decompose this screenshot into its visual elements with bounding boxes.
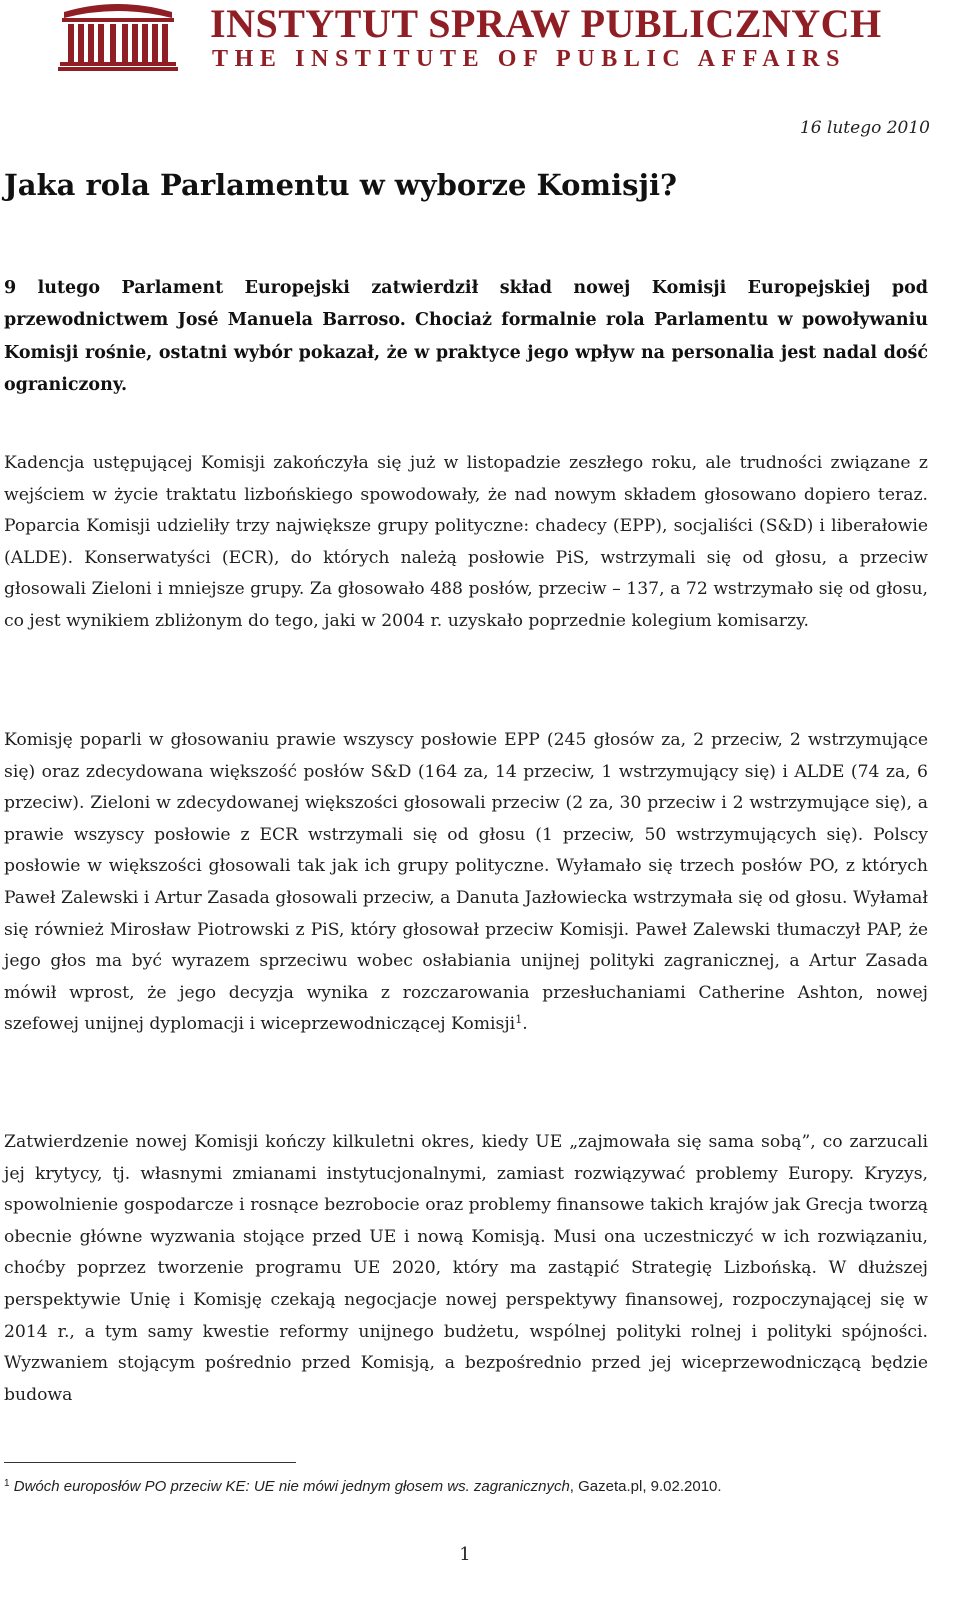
footnote-source-title: Dwóch europosłów PO przeciw KE: UE nie mówi jednym głosem ws. zagranicznych: [13, 1478, 570, 1495]
footnote-source-details: , Gazeta.pl, 9.02.2010.: [569, 1478, 722, 1495]
page-number: 1: [459, 1544, 471, 1565]
body-paragraph-1: Kadencja ustępującej Komisji zakończyła się już w listopadzie zeszłego roku, ale trudności związane z wejściem w życie traktatu lizbońskiego spowodowały, że nad nowym składem głosowano dopiero teraz. Poparcia Komisji udzieliły trzy największe grupy polityczne: chadecy (EPP), socjaliści (S&D) i liberałowie (ALDE). Konserwatyści (ECR), do których należą posłowie PiS, wstrzymali się od głosu, a przeciw głosowali Zieloni i mniejsze grupy. Za głosowało 488 posłów, przeciw – 137, a 72 wstrzymało się od głosu, co jest wynikiem zbliżonym do tego, jaki w 2004 r. uzyskało poprzednie kolegium komisarzy.: [4, 453, 928, 631]
institute-logo-icon: [58, 2, 178, 72]
lead-paragraph: 9 lutego Parlament Europejski zatwierdził skład nowej Komisji Europejskiej pod przewodnictwem José Manuela Barroso. Chociaż formalnie rola Parlamentu w powoływaniu Komisji rośnie, ostatni wybór pokazał, że w praktyce jego wpływ na personalia jest nadal dość ograniczony.: [4, 278, 928, 395]
institute-name-english: THE INSTITUTE OF PUBLIC AFFAIRS: [212, 46, 847, 72]
institute-header: [58, 1, 882, 74]
article-title: Jaka rola Parlamentu w wyborze Komisji?: [4, 168, 677, 202]
institute-name-polish: INSTYTUT SPRAW PUBLICZNYCH: [210, 1, 882, 46]
footnote-number: 1: [4, 1478, 10, 1489]
body-paragraph-2-text: Komisję poparli w głosowaniu prawie wszyscy posłowie EPP (245 głosów za, 2 przeciw, 2 wstrzymujące się) oraz zdecydowana większość posłów S&D (164 za, 14 przeciw, 1 wstrzymujący się) i ALDE (74 za, 6 przeciw). Zieloni w zdecydowanej większości głosowali przeciw (2 za, 30 przeciw i 2 wstrzymujące się), a prawie wszyscy posłowie z ECR wstrzymali się od głosu (1 przeciw, 50 wstrzymujących się). Polscy posłowie w większości głosowali tak jak ich grupy polityczne. Wyłamało się trzech posłów PO, z których Paweł Zalewski i Artur Zasada głosowali przeciw, a Danuta Jazłowiecka wstrzymała się od głosu. Wyłamał się również Mirosław Piotrowski z PiS, który głosował przeciw Komisji. Paweł Zalewski tłumaczył PAP, że jego głos ma być wyrazem sprzeciwu wobec osłabiania unijnej polityki zagranicznej, a Artur Zasada mówił wprost, że jego decyzja wynika z rozczarowania przesłuchaniami Catherine Ashton, nowej szefowej unijnej dyplomacji i wiceprzewodniczącej Komisji: [4, 730, 928, 1035]
footnote: [4, 1476, 928, 1498]
footnote-divider: [4, 1462, 296, 1463]
paragraph-end-period: .: [522, 1014, 528, 1035]
publication-date: 16 lutego 2010: [799, 118, 930, 138]
body-paragraph-2: [4, 725, 928, 1041]
footnote-reference[interactable]: 1: [515, 1013, 523, 1027]
body-paragraph-3: Zatwierdzenie nowej Komisji kończy kilkuletni okres, kiedy UE „zajmowała się sama sobą”, co zarzucali jej krytycy, tj. własnymi zmianami instytucjonalnymi, zamiast rozwiązywać problemy Europy. Kryzys, spowolnienie gospodarcze i rosnące bezrobocie oraz problemy finansowe takich krajów jak Grecja tworzą obecnie główne wyzwania stojące przed UE i nową Komisją. Musi ona uczestniczyć w ich rozwiązaniu, choćby poprzez tworzenie programu UE 2020, który ma zastąpić Strategię Lizbońską. W dłuższej perspektywie Unię i Komisję czekają negocjacje nowej perspektywy finansowej, rozpoczynającej się w 2014 r., a tym samy kwestie reformy unijnego budżetu, wspólnej polityki rolnej i polityki spójności. Wyzwaniem stojącym pośrednio przed Komisją, a bezpośrednio przed jej wiceprzewodniczącą będzie budowa: [4, 1132, 928, 1405]
